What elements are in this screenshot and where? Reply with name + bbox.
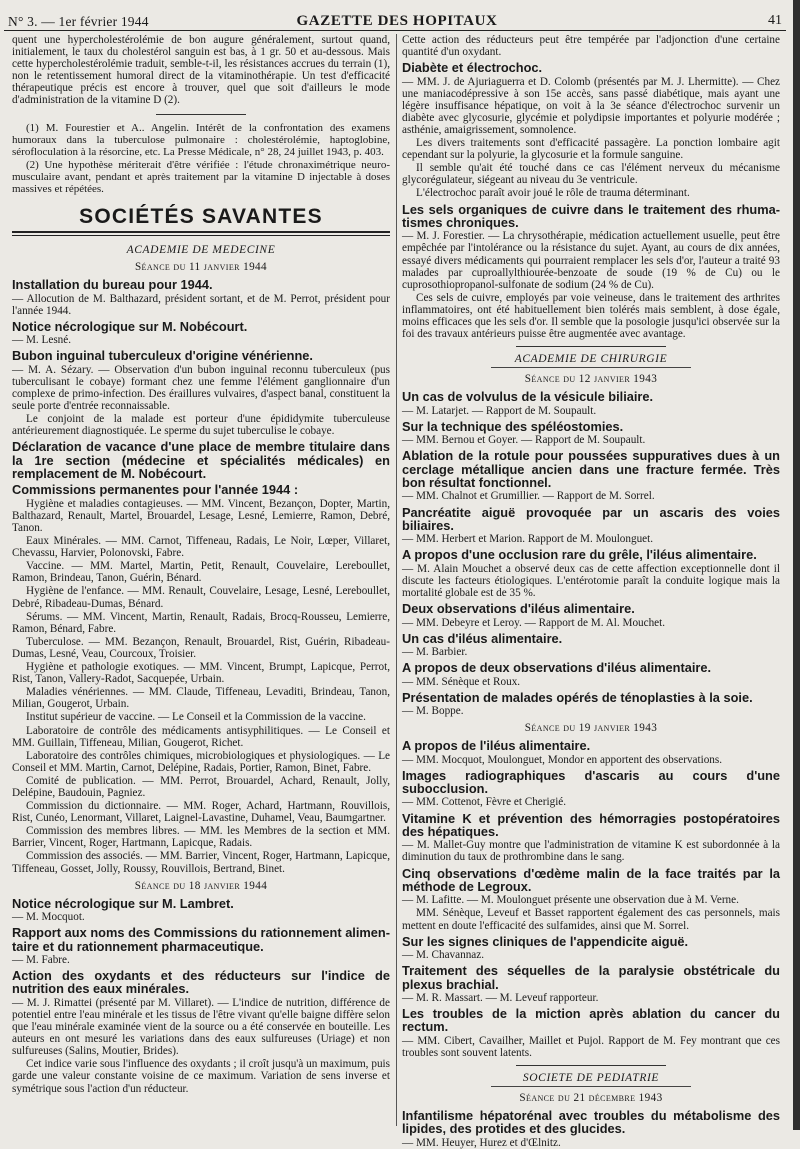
session-date: Séance du 18 janvier 1944 <box>134 879 268 892</box>
item-body: Ces sels de cuivre, employés par voie veineuse, dans le traitement des arthrites inflammatoires, ont été habituellement bien tolérés mais semblent, à dose égale, moins efficaces que les sels d'or. Il semble que la posologie jusqu'ici observée sur la foi des travaux antérieurs puisse être augmentée avec avantage. <box>402 291 780 341</box>
item-body: — MM. Mocquot, Moulonguet, Mondor en apportent des observations. <box>402 753 723 766</box>
intro-paragraph: quent une hypercholestérolémie de bon augure généralement, surtout quand, initialement, le taux du cholestérol sanguin est bas, à 1 gr. 50 et au-dessous. Mais cette hypercholestérolémie traduit, semble-t-il, les résistances accrues du terrain (1), non le retentissement humoral direct de la vitaminothérapie. Un test d'efficacité thérapeutique précis est encore à trouver, quel que soit d'ailleurs le mode d'administration de la vitamine D (2). <box>12 34 390 107</box>
commission-entry: Commission du dictionnaire. — MM. Roger, Achard, Hartmann, Rouvillois, Rist, Cunéo, Lenormant, Villaret, Laignel-Lavastine, Duhamel, Veau, Baumgartner. <box>12 800 390 825</box>
society-name: ACADEMIE DE CHIRURGIE <box>514 353 668 366</box>
item-body: — M. Fabre. <box>12 953 70 966</box>
item-title: Diabète et électrochoc. <box>402 60 543 76</box>
commission-entry: Laboratoire des contrôles chimiques, microbiologiques et physiologiques. — Le Conseil et MM. Martin, Carnot, Delépine, Radais, Portier, Ramon, Binet, Fabre. <box>12 749 390 774</box>
section-heading: SOCIÉTÉS SAVANTES <box>79 205 323 229</box>
commission-entry: Maladies vénériennes. — MM. Claude, Tiffeneau, Levaditi, Brindeau, Tanon, Milian, Gougerot, Urbain. <box>12 686 390 711</box>
item-body: — MM. Bernou et Goyer. — Rapport de M. Soupault. <box>402 434 646 447</box>
journal-title: GAZETTE DES HOPITAUX <box>296 13 498 29</box>
item-body: — MM. Cibert, Cavailher, Maillet et Pujol. Rapport de M. Fey montrant que ces troubles sont souvent latents. <box>402 1034 780 1059</box>
item-title: Bubon inguinal tuberculeux d'origine vénérienne. <box>12 348 313 364</box>
session-date: Séance du 21 décembre 1943 <box>519 1092 663 1104</box>
footnote-1: (1) M. Fourestier et A.. Angelin. Intérêt de la confrontation des examens humoraux dans la tuberculose pulmonaire : cholestérolémie, haptoglobine, sérofloculation à la résorcine, etc. La Presse Médicale, n° 28, 24 juillet 1943, p. 403. <box>12 121 390 158</box>
item-body: — M. Boppe. <box>402 705 464 717</box>
item-body: — M. J. Forestier. — La chrysothérapie, médication actuellement usuelle, peut être empêchée par l'intolérance ou la résistance du sujet. Ayant, au cours de dix années, essayé divers médicaments qui pourraient remplacer les sels d'or, l'auteur a traité 93 malades par cuproallylthiourée-benzoate de soude (19 % de Cu) ou le cuprosothiopropanol-sulfonate de sodium (24 % de Cu). <box>402 230 780 291</box>
item-body: Cet indice varie sous l'influence des oxydants ; il croît jusqu'à un maximum, puis garde une valeur constante voisine de ce maximum. Variation de sens inverse et symétrique sous l'action d'un réducteur. <box>12 1058 390 1095</box>
item-body: — MM. Cottenot, Fèvre et Cherigié. <box>402 796 567 809</box>
item-body: — M. Alain Mouchet a observé deux cas de cette affection exceptionnelle dont il discute les facteurs étiologiques. L'entérotomie paraît la conduite logique mais la mortalité globale est de 35 %. <box>402 562 780 599</box>
item-body: Les divers traitements sont d'efficacité passagère. La ponction lombaire agit cependant sur la polyurie, la glycosurie et la formule sanguine. <box>402 137 780 162</box>
footnote-2: (2) Une hypothèse mériterait d'être vérifiée : l'étude chronaximétrique neuro-musculaire avant, pendant et après traitement par la vitamine D injectable à doses massives et répétées. <box>12 158 390 196</box>
item-body: — MM. Debeyre et Leroy. — Rapport de M. Al. Mouchet. <box>402 616 666 629</box>
item-title: Installation du bureau pour 1944. <box>12 277 213 293</box>
item-body: Il semble qu'ait été touché dans ce cas l'élément nerveux du mécanisme glycorégulateur, siégeant au niveau du 3e ventricule. <box>402 162 780 187</box>
item-title: Traitement des séquelles de la paralysie obstétricale du plexus brachial. <box>402 963 780 992</box>
item-body: — M. Mocquot. <box>12 911 85 924</box>
item-title: Un cas d'iléus alimentaire. <box>402 630 563 646</box>
item-title: Action des oxydants et des réducteurs sur l'indice de nutrition des eaux minérales. <box>12 968 390 997</box>
item-body: — M. Mallet-Guy montre que l'administration de vitamine K est subordonnée à la diminution du taux de prothrombine dans le sang. <box>402 839 780 864</box>
item-body: — MM. Sénèque et Roux. <box>402 675 521 688</box>
item-title: Vitamine K et prévention des hémorragies postopératoires des hépatiques. <box>402 810 780 839</box>
rubric-rule <box>491 367 691 368</box>
commission-entry: Hygiène et pathologie exotiques. — MM. Vincent, Brumpt, Lapicque, Perrot, Rist, Tanon, Vallery-Radot, Sacquepée, Urbain. <box>12 661 390 686</box>
item-body: — MM. Chalnot et Grumillier. — Rapport de M. Sorrel. <box>402 490 655 503</box>
item-body: Cette action des réducteurs peut être tempérée par l'adjonction d'une certaine quantité d'un oxydant. <box>402 34 780 59</box>
item-title: Les sels organiques de cuivre dans le traitement des rhumatismes chroniques. <box>402 201 780 230</box>
page-number: 41 <box>768 13 782 28</box>
section-divider <box>516 346 666 347</box>
item-title: Les troubles de la miction après ablation du cancer du rectum. <box>402 1006 780 1035</box>
column-separator <box>396 34 397 1126</box>
left-column <box>12 34 390 1128</box>
rubric-rule <box>491 1086 691 1087</box>
item-title: Un cas de volvulus de la vésicule biliaire. <box>402 389 654 405</box>
item-title: Images radiographiques d'ascaris au cours d'une subocclusion. <box>402 767 780 796</box>
commission-entry: Commission des associés. — MM. Barrier, Vincent, Roger, Hartmann, Lapicque, Tiffeneau, Gosset, Jolly, Roussy, Rouvillois, Bertrand, Binet. <box>12 850 390 875</box>
item-body: — M. Lesné. <box>12 334 72 347</box>
item-body: MM. Sénèque, Leveuf et Basset rapportent également des cas personnels, mais mettent en doute l'efficacité des sulfamides, ainsi que M. Sorrel. <box>402 907 780 932</box>
item-title: Deux observations d'iléus alimentaire. <box>402 601 635 617</box>
item-title: Présentation de malades opérés de ténoplasties à la soie. <box>402 689 753 705</box>
commission-entry: Tuberculose. — MM. Bezançon, Renault, Brouardel, Rist, Guérin, Ribadeau-Dumas, Lesné, Veau, Courcoux, Troisier. <box>12 635 390 660</box>
item-body: — MM. Heuyer, Hurez et d'Œlnitz. <box>402 1136 561 1149</box>
society-name: SOCIETE DE PEDIATRIE <box>522 1072 660 1084</box>
item-title: Rapport aux noms des Commissions du rationnement alimentaire et du rationnement pharmaceutique. <box>12 925 390 954</box>
item-title: Notice nécrologique sur M. Nobécourt. <box>12 318 248 334</box>
item-body: — M. Lafitte. — M. Moulonguet présente une observation due à M. Verne. <box>402 894 739 907</box>
item-body: — M. Latarjet. — Rapport de M. Soupault. <box>402 404 597 417</box>
item-title: Notice nécrologique sur M. Lambret. <box>12 895 234 911</box>
binding-edge <box>793 0 800 1130</box>
commission-entry: Comité de publication. — MM. Perrot, Brouardel, Achard, Renault, Jolly, Delépine, Baudouin, Pagniez. <box>12 774 390 799</box>
item-body: — Allocution de M. Balthazard, président sortant, et de M. Perrot, président pour l'année 1944. <box>12 292 390 317</box>
section-divider <box>516 1065 666 1066</box>
item-title: A propos d'une occlusion rare du grêle, l'iléus alimentaire. <box>402 547 757 563</box>
item-title: Cinq observations d'œdème malin de la face traités par la méthode de Legroux. <box>402 865 780 894</box>
item-title: Ablation de la rotule pour poussées suppuratives dues à un cerclage métallique ancien dans une fracture fermée. Très bon résultat fonctionnel. <box>402 448 780 490</box>
item-body: — MM. Herbert et Marion. Rapport de M. Moulonguet. <box>402 533 654 546</box>
society-name: ACADEMIE DE MEDECINE <box>126 244 276 257</box>
header-rule <box>4 30 786 31</box>
commission-entry: Eaux Minérales. — MM. Carnot, Tiffeneau, Radais, Le Noir, Lœper, Villaret, Chevassu, Harvier, Polonovski, Fabre. <box>12 535 390 560</box>
issue-date: N° 3. — 1er février 1944 <box>8 14 149 29</box>
item-title: Sur la technique des spéléostomies. <box>402 418 624 434</box>
item-body: L'électrochoc paraît avoir joué le rôle de trauma déterminant. <box>416 187 690 200</box>
item-body: — M. A. Sézary. — Observation d'un bubon inguinal reconnu tuberculeux (pus tuberculisant le cobaye) formant chez une femme l'élément ganglionnaire d'un complexe de primo-infection. Des éraillures vulvaires, d'aspect banal, constituent la seule porte d'entrée reconnaissable. <box>12 363 390 412</box>
item-body: — M. Chavannaz. <box>402 949 485 961</box>
right-column <box>402 34 780 1149</box>
session-date: Séance du 12 janvier 1943 <box>524 373 658 386</box>
item-title: A propos de l'iléus alimentaire. <box>402 738 591 754</box>
item-body: — M. J. Rimattei (présenté par M. Villaret). — L'indice de nutrition, différence de potentiel entre l'eau minérale et les tissus de l'être vivant qu'elle baigne diffère selon que l'eau minérale examinée vient de la source ou a été conservée en bouteille. Les auteurs en ont mesuré les variations dans des eaux sulfureuses (Uriage) et non sulfureuses (Salins, Moutier, Brides). <box>12 996 390 1058</box>
commission-entry: Vaccine. — MM. Martel, Martin, Petit, Renault, Couvelaire, Lereboullet, Ramon, Brindeau, Tanon, Guérin, Bénard. <box>12 560 390 585</box>
item-title: Commissions permanentes pour l'année 1944 : <box>12 482 299 498</box>
commission-entry: Hygiène et maladies contagieuses. — MM. Vincent, Bezançon, Dopter, Martin, Balthazard, Renault, Martel, Brouardel, Lesage, Lesné, Lemierre, Ramon, Debré, Tanon. <box>12 497 390 534</box>
commission-entry: Sérums. — MM. Vincent, Martin, Renault, Radais, Brocq-Rousseu, Lemierre, Ramon, Bénard, Fabre. <box>12 610 390 635</box>
session-date: Séance du 19 janvier 1943 <box>524 722 658 735</box>
footnote-rule <box>156 114 246 115</box>
commission-entry: Commission des membres libres. — MM. les Membres de la section et MM. Barrier, Vincent, Roger, Hartmann, Lapicque, Radais. <box>12 825 390 850</box>
page-header <box>8 6 786 36</box>
commission-entry: Laboratoire de contrôle des médicaments antisyphilitiques. — Le Conseil et MM. Guillain, Tiffeneau, Milian, Gougerot, Richet. <box>12 724 390 749</box>
item-title: A propos de deux observations d'iléus alimentaire. <box>402 660 712 676</box>
item-title: Pancréatite aiguë provoquée par un ascaris des voies biliaires. <box>402 504 780 533</box>
section-rule <box>12 231 390 236</box>
item-title: Infantilisme hépatorénal avec troubles du métabolisme des lipides, des protides et des glucides. <box>402 1108 780 1137</box>
item-title: Sur les signes cliniques de l'appendicite aiguë. <box>402 933 689 949</box>
commission-entry: Hygiène de l'enfance. — MM. Renault, Couvelaire, Lesage, Lesné, Lereboullet, Debré, Ribadeau-Dumas, Bénard. <box>12 585 390 610</box>
item-body: — M. Barbier. <box>402 646 468 658</box>
item-body: — M. R. Massart. — M. Leveuf rapporteur. <box>402 991 599 1004</box>
item-body: Le conjoint de la malade est porteur d'une épididymite tuberculeuse antérieurement diagnostiquée. Le sperme du sujet tuberculise le cobaye. <box>12 413 390 438</box>
item-title: Déclaration de vacance d'une place de membre titulaire dans la 1re section (médecine et spécialités médicales) en remplacement de M. Nobécourt. <box>12 439 390 481</box>
session-date: Séance du 11 janvier 1944 <box>134 261 268 274</box>
commission-entry: Institut supérieur de vaccine. — Le Conseil et la Commission de la vaccine. <box>26 711 366 724</box>
item-body: — MM. J. de Ajuriaguerra et D. Colomb (présentés par M. J. Lhermitte). — Chez une maniacodépressive à son 15e accès, sans passé diabétique, mais ayant une légère insuffisance hépatique, on voit à la 3e séance d'électrochoc survenir un diabète avec glycosurie, glycémie et polydipsie importantes et polyurie modérée ; asthénie, amaigrissement, somnolence. <box>402 75 780 136</box>
